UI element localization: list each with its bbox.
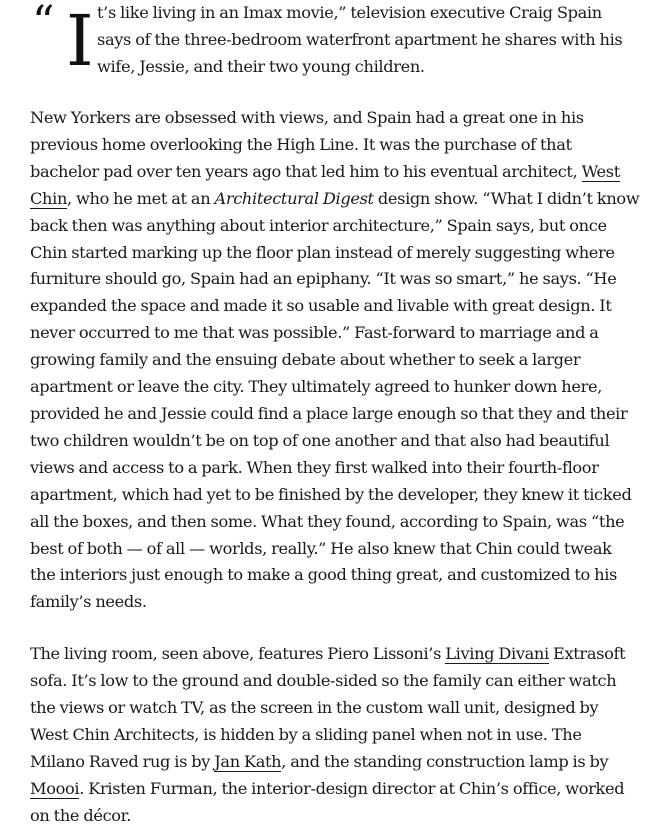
link-moooi[interactable]: Moooi [30,778,80,798]
body-paragraph-3 [30,641,640,829]
p3-text-4: . Kristen Furman, the interior-design director at Chin’s office, worked on the décor. [30,778,625,825]
link-living-divani[interactable]: Living Divani [445,644,549,664]
intro-text: t’s like living in an Imax movie,” television executive Craig Spain says of the three-bedroom waterfront apartment he shares with his wife, Jessie, and their two young children. [97,3,623,76]
p3-text-2: Extrasoft sofa. It’s low to the ground and double-sided so the family can either watch the views or watch TV, as the screen in the custom wall unit, designed by West Chin Architects, is hidden by a sliding panel when not in use. The Milano Raved rug is by [30,644,626,771]
p3-text-1: The living room, seen above, features Piero Lissoni’s [30,644,446,664]
link-west-chin[interactable]: West Chin [30,161,620,208]
link-jan-kath[interactable]: Jan Kath [214,751,282,771]
intro-paragraph [30,0,640,81]
p3-text-3: , and the standing construction lamp is by [281,751,609,771]
p2-text-1: New Yorkers are obsessed with views, and Spain had a great one in his previous home overlooking the High Line. It was the purchase of that bachelor pad over ten years ago that led him to his eventual architect, [30,108,584,181]
article-body [30,0,640,830]
drop-cap: I [66,0,94,82]
body-paragraph-2 [30,105,640,616]
p2-text-3: design show. “What I didn’t know back then was anything about interior architecture,” Spain says, but once Chin started marking up the floor plan instead of merely suggesting where furniture should go, Spain had an epiphany. “It was so smart,” he says. “He expanded the space and made it so usable and livable with great design. It never occurred to me that was possible.” Fast-forward to marriage and a growing family and the ensuing debate about whether to seek a larger apartment or leave the city. They ultimately agreed to hunker down here, provided he and Jessie could find a place large enough so that they and their two children wouldn’t be on top of one another and that also had beautiful views and access to a park. When they first walked into their fourth-floor apartment, which had yet to be finished by the developer, they knew it ticked all the boxes, and then some. What they found, according to Spain, was “the best of both — of all — worlds, really.” He also knew that Chin could tweak the interiors just enough to make a good thing great, and customized to his family’s needs. [30,188,640,612]
p2-text-2: , who he met at an [67,188,215,208]
opening-quote-mark: “ [32,0,49,48]
magazine-title: Architectural Digest [214,188,374,208]
